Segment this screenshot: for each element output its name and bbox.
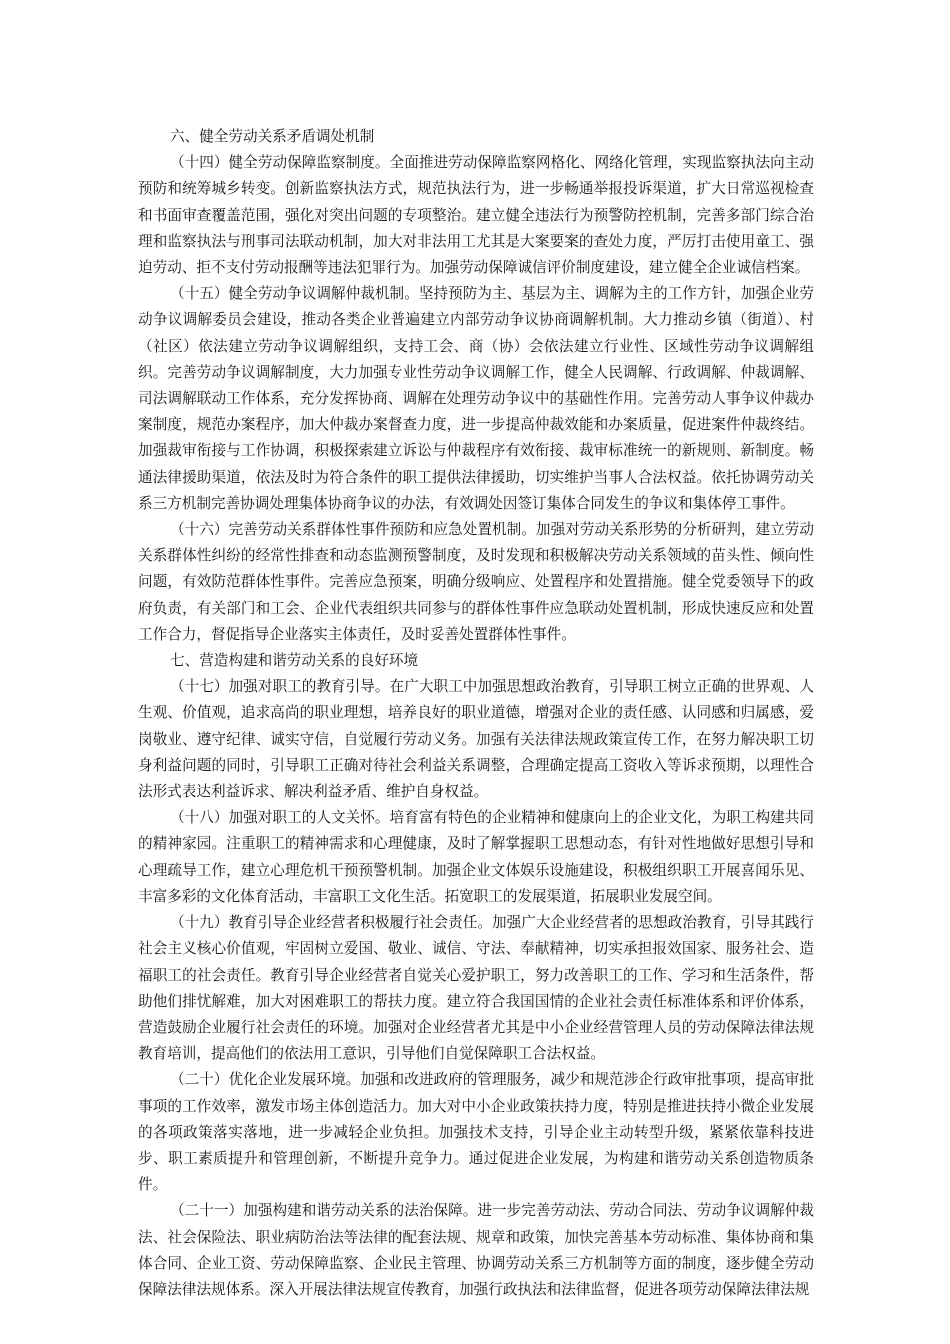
paragraph-16: （十六）完善劳动关系群体性事件预防和应急处置机制。加强对劳动关系形势的分析研判，建立劳动关系群体性纠纷的经常性排查和动态监测预警制度，及时发现和积极解决劳动关系领域的苗头性、倾向性问题，有效防范群体性事件。完善应急预案，明确分级响应、处置程序和处置措施。健全党委领导下的政府负责，有关部门和工会、企业代表组织共同参与的群体性事件应急联动处置机制，形成快速反应和处置工作合力，督促指导企业落实主体责任，及时妥善处置群体性事件。	[138, 521, 814, 643]
paragraph-14: （十四）健全劳动保障监察制度。全面推进劳动保障监察网格化、网络化管理，实现监察执法向主动预防和统筹城乡转变。创新监察执法方式，规范执法行为，进一步畅通举报投诉渠道，扩大日常巡视检查和书面审查覆盖范围，强化对突出问题的专项整治。建立健全违法行为预警防控机制，完善多部门综合治理和监察执法与刑事司法联动机制，加大对非法用工尤其是大案要案的查处力度，严厉打击使用童工、强迫劳动、拒不支付劳动报酬等违法犯罪行为。加强劳动保障诚信评价制度建设，建立健全企业诚信档案。	[138, 154, 814, 277]
section-heading-6: 六、健全劳动关系矛盾调处机制	[170, 128, 375, 145]
document-page	[138, 124, 814, 1303]
paragraph-21: （二十一）加强构建和谐劳动关系的法治保障。进一步完善劳动法、劳动合同法、劳动争议调解仲裁法、社会保险法、职业病防治法等法律的配套法规、规章和政策，加快完善基本劳动标准、集体协商和集体合同、企业工资、劳动保障监察、企业民主管理、协调劳动关系三方机制等方面的制度，逐步健全劳动保障法律法规体系。深入开展法律法规宣传教育，加强行政执法和法律监督，促进各项劳动保障法律法规	[138, 1202, 814, 1298]
section-heading-7: 七、营造构建和谐劳动关系的良好环境	[170, 652, 419, 670]
paragraph-15: （十五）健全劳动争议调解仲裁机制。坚持预防为主、基层为主、调解为主的工作方针，加强企业劳动争议调解委员会建设，推动各类企业普遍建立内部劳动争议协商调解机制。大力推动乡镇（街道）、村（社区）依法建立劳动争议调解组织，支持工会、商（协）会依法建立行业性、区域性劳动争议调解组织。完善劳动争议调解制度，大力加强专业性劳动争议调解工作，健全人民调解、行政调解、仲裁调解、司法调解联动工作体系，充分发挥协商、调解在处理劳动争议中的基础性作用。完善劳动人事争议仲裁办案制度，规范办案程序，加大仲裁办案督查力度，进一步提高仲裁效能和办案质量，促进案件仲裁终结。加强裁审衔接与工作协调，积极探索建立诉讼与仲裁程序有效衔接、裁审标准统一的新规则、新制度。畅通法律援助渠道，依法及时为符合条件的职工提供法律援助，切实维护当事人合法权益。依托协调劳动关系三方机制完善协调处理集体协商争议的办法，有效调处因签订集体合同发生的争议和集体停工事件。	[138, 285, 814, 512]
paragraph-19: （十九）教育引导企业经营者积极履行社会责任。加强广大企业经营者的思想政治教育，引导其践行社会主义核心价值观，牢固树立爱国、敬业、诚信、守法、奉献精神，切实承担报效国家、服务社会、造福职工的社会责任。教育引导企业经营者自觉关心爱护职工，努力改善职工的工作、学习和生活条件，帮助他们排忧解难，加大对困难职工的帮扶力度。建立符合我国国情的企业社会责任标准体系和评价体系，营造鼓励企业履行社会责任的环境。加强对企业经营者尤其是中小企业经营管理人员的劳动保障法律法规教育培训，提高他们的依法用工意识，引导他们自觉保障职工合法权益。	[138, 914, 814, 1063]
paragraph-17: （十七）加强对职工的教育引导。在广大职工中加强思想政治教育，引导职工树立正确的世界观、人生观、价值观，追求高尚的职业理想，培养良好的职业道德，增强对企业的责任感、认同感和归属感，爱岗敬业、遵守纪律、诚实守信，自觉履行劳动义务。加强有关法律法规政策宣传工作，在努力解决职工切身利益问题的同时，引导职工正确对待社会利益关系调整，合理确定提高工资收入等诉求预期，以理性合法形式表达利益诉求、解决利益矛盾、维护自身权益。	[138, 678, 814, 801]
paragraph-20: （二十）优化企业发展环境。加强和改进政府的管理服务，减少和规范涉企行政审批事项，提高审批事项的工作效率，激发市场主体创造活力。加大对中小企业政策扶持力度，特别是推进扶持小微企业发展的各项政策落实落地，进一步减轻企业负担。加强技术支持，引导企业主动转型升级，紧紧依靠科技进步、职工素质提升和管理创新，不断提升竞争力。通过促进企业发展，为构建和谐劳动关系创造物质条件。	[138, 1071, 814, 1194]
paragraph-18: （十八）加强对职工的人文关怀。培育富有特色的企业精神和健康向上的企业文化，为职工构建共同的精神家园。注重职工的精神需求和心理健康，及时了解掌握职工思想动态，有针对性地做好思想引导和心理疏导工作，建立心理危机干预预警机制。加强企业文体娱乐设施建设，积极组织职工开展喜闻乐见、丰富多彩的文化体育活动，丰富职工文化生活。拓宽职工的发展渠道，拓展职业发展空间。	[138, 809, 814, 905]
